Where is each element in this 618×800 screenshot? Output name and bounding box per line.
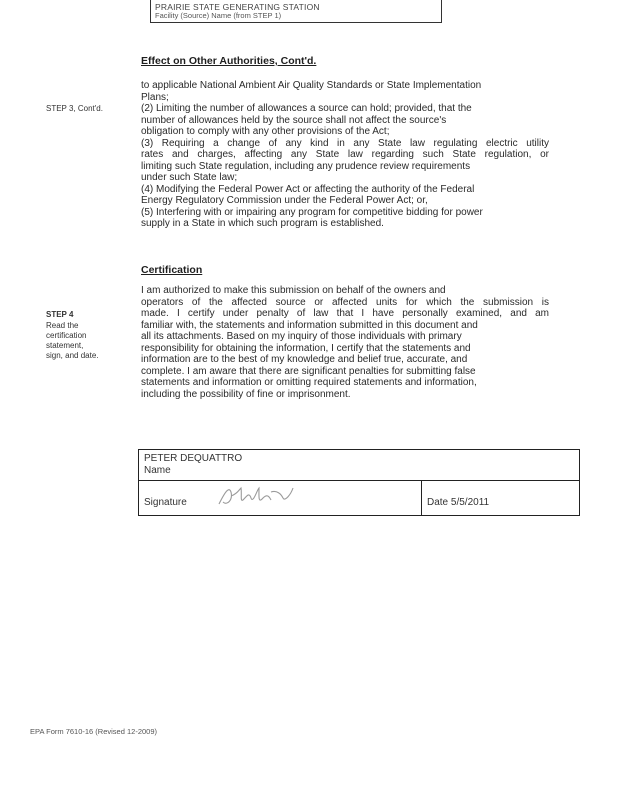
effect-line: under such State law; [141,172,238,183]
cert-line: complete. I am aware that there are significant penalties for submitting false [141,365,476,377]
effect-line: supply in a State in which such program is established. [141,218,384,229]
effect-line: (4) Modifying the Federal Power Act or affecting the authority of the Federal [141,183,475,195]
signature-row-divider [139,480,579,481]
effect-line: rates and charges, affecting any State law regarding such State regulation, or [141,149,549,160]
cert-line: made. I certify under penalty of law that I have personally examined, and am [141,308,549,319]
step4-instruction-line: sign, and date. [46,351,99,360]
facility-caption: Facility (Source) Name (from STEP 1) [155,11,282,20]
date-value: 5/5/2011 [450,497,490,508]
cert-line: responsibility for obtaining the information, I certify that the statements and [141,342,471,354]
effect-line: Plans; [141,91,169,103]
effect-line: (3) Requiring a change of any kind in any State law regulating electric utility [141,137,549,149]
form-footer: EPA Form 7610-16 (Revised 12-2009) [30,727,158,736]
effect-line: obligation to comply with any other provisions of the Act; [141,126,390,137]
effect-line: limiting such State regulation, including any prudence review requirements [141,160,471,172]
step4-label: STEP 4 [46,310,74,319]
signature-label: Signature [144,497,187,508]
step4-instruction-line: Read the [46,321,79,330]
facility-header-box [150,0,442,23]
step3-label: STEP 3, Cont'd. [46,104,103,113]
effect-heading: Effect on Other Authorities, Cont'd. [141,55,317,67]
cert-line: operators of the affected source or affected units for which the submission is [141,296,549,308]
name-label: Name [144,465,171,476]
cert-line: I am authorized to make this submission on behalf of the owners and [141,285,446,296]
step4-instructions [46,321,98,361]
effect-line: number of allowances held by the source shall not affect the source's [141,114,447,126]
date-divider [421,480,422,515]
cert-line: familiar with, the statements and information submitted in this document and [141,319,478,331]
name-value[interactable]: PETER DEQUATTRO [144,453,243,464]
date-field[interactable] [427,497,489,508]
cert-line: statements and information or omitting required statements and information, [141,377,477,388]
signature-block [138,449,580,516]
date-label: Date [427,497,449,508]
effect-line: (2) Limiting the number of allowances a source can hold; provided, that the [141,103,472,114]
effect-paragraph [141,80,549,230]
certification-paragraph [141,285,549,400]
effect-line: to applicable National Ambient Air Quality Standards or State Implementation [141,80,482,91]
cert-line: information are to the best of my knowledge and belief true, accurate, and [141,354,468,365]
step4-instruction-line: statement, [46,341,84,350]
cert-line: including the possibility of fine or imprisonment. [141,388,351,400]
facility-name: PRAIRIE STATE GENERATING STATION [155,2,320,12]
effect-line: Energy Regulatory Commission under the Federal Power Act; or, [141,195,428,206]
certification-heading: Certification [141,264,203,276]
effect-line: (5) Interfering with or impairing any program for competitive bidding for power [141,206,483,218]
cert-line: all its attachments. Based on my inquiry of those individuals with primary [141,331,462,342]
handwritten-signature-icon[interactable] [211,482,321,510]
step4-instruction-line: certification [46,331,87,340]
